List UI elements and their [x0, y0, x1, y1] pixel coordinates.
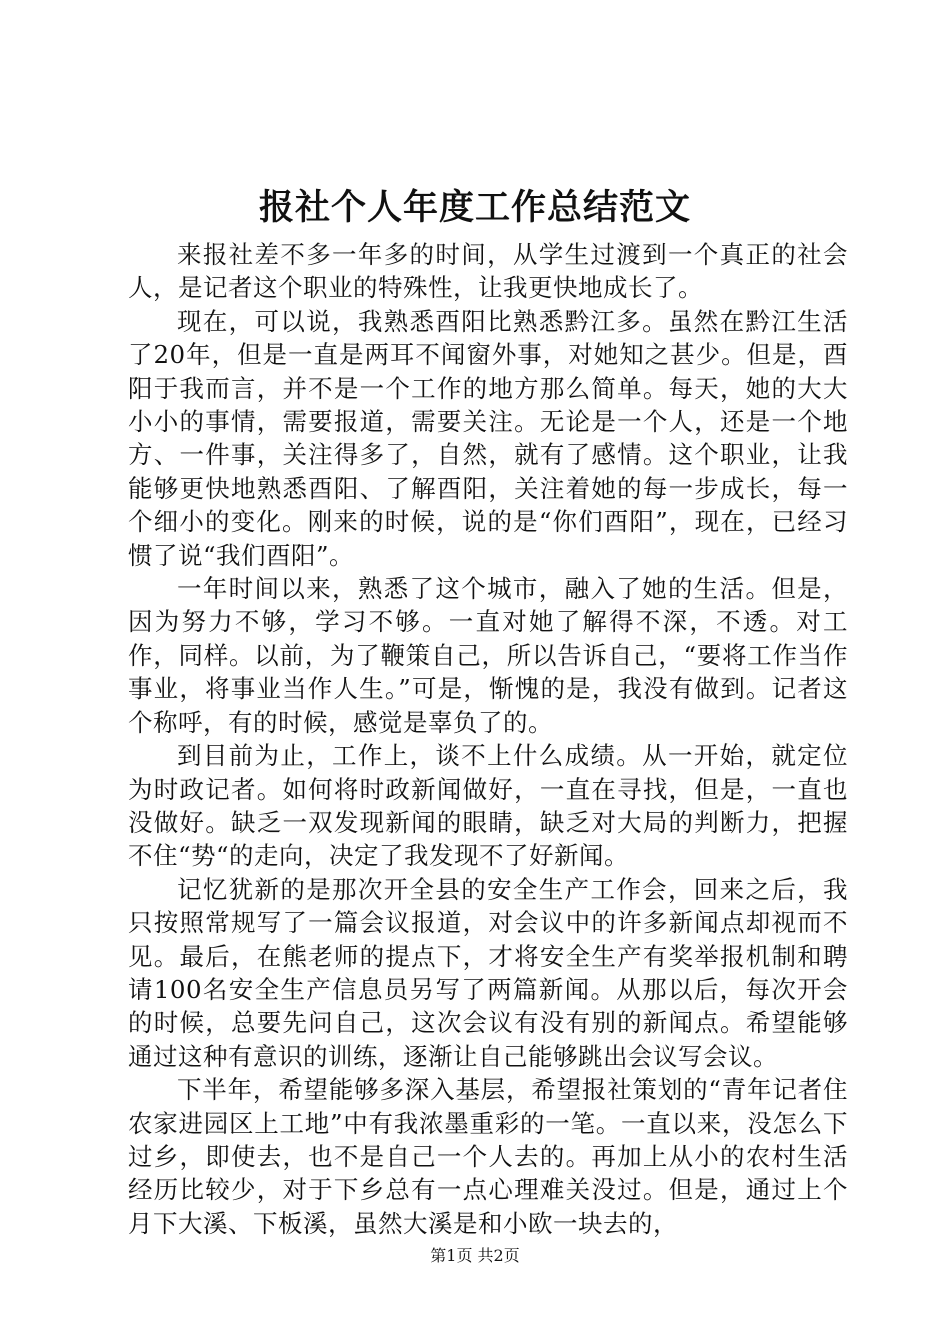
paragraph-6: 下半年，希望能够多深入基层，希望报社策划的“青年记者住农家进园区上工地”中有我浓墨重彩的一笔。一直以来，没怎么下过乡，即使去，也不是自己一个人去的。再加上从小的农村生活经历比较少，对于下乡总有一点心理难关没过。但是，通过上个月下大溪、下板溪，虽然大溪是和小欧一块去的， [128, 1075, 848, 1238]
paragraph-4: 到目前为止，工作上，谈不上什么成绩。从一开始，就定位为时政记者。如何将时政新闻做好，一直在寻找，但是，一直也没做好。缺乏一双发现新闻的眼睛，缺乏对大局的判断力，把握不住“势“的走向，决定了我发现不了好新闻。 [128, 741, 848, 871]
document-body [128, 238, 848, 1240]
paragraph-5: 记忆犹新的是那次开全县的安全生产工作会，回来之后，我只按照常规写了一篇会议报道，对会议中的许多新闻点却视而不见。最后，在熊老师的提点下，才将安全生产有奖举报机制和聘请100名安全生产信息员另写了两篇新闻。从那以后，每次开会的时候，总要先问自己，这次会议有没有别的新闻点。希望能够通过这种有意识的训练，逐渐让自己能够跳出会议写会议。 [128, 874, 848, 1071]
page-footer: 第1页 共2页 [430, 1246, 520, 1265]
paragraph-1: 来报社差不多一年多的时间，从学生过渡到一个真正的社会人，是记者这个职业的特殊性，让我更快地成长了。 [128, 240, 848, 303]
paragraph-2: 现在，可以说，我熟悉酉阳比熟悉黔江多。虽然在黔江生活了20年，但是一直是两耳不闻窗外事，对她知之甚少。但是，酉阳于我而言，并不是一个工作的地方那么简单。每天，她的大大小小的事情，需要报道，需要关注。无论是一个人，还是一个地方、一件事，关注得多了，自然，就有了感情。这个职业，让我能够更快地熟悉酉阳、了解酉阳，关注着她的每一步成长，每一个细小的变化。刚来的时候，说的是“你们酉阳”，现在，已经习惯了说“我们酉阳”。 [128, 306, 848, 570]
document-title: 报社个人年度工作总结范文 [258, 187, 691, 228]
paragraph-3: 一年时间以来，熟悉了这个城市，融入了她的生活。但是，因为努力不够，学习不够。一直对她了解得不深，不透。对工作，同样。以前，为了鞭策自己，所以告诉自己，“要将工作当作事业，将事业当作人生。”可是，惭愧的是，我没有做到。记者这个称呼，有的时候，感觉是辜负了的。 [128, 574, 848, 737]
